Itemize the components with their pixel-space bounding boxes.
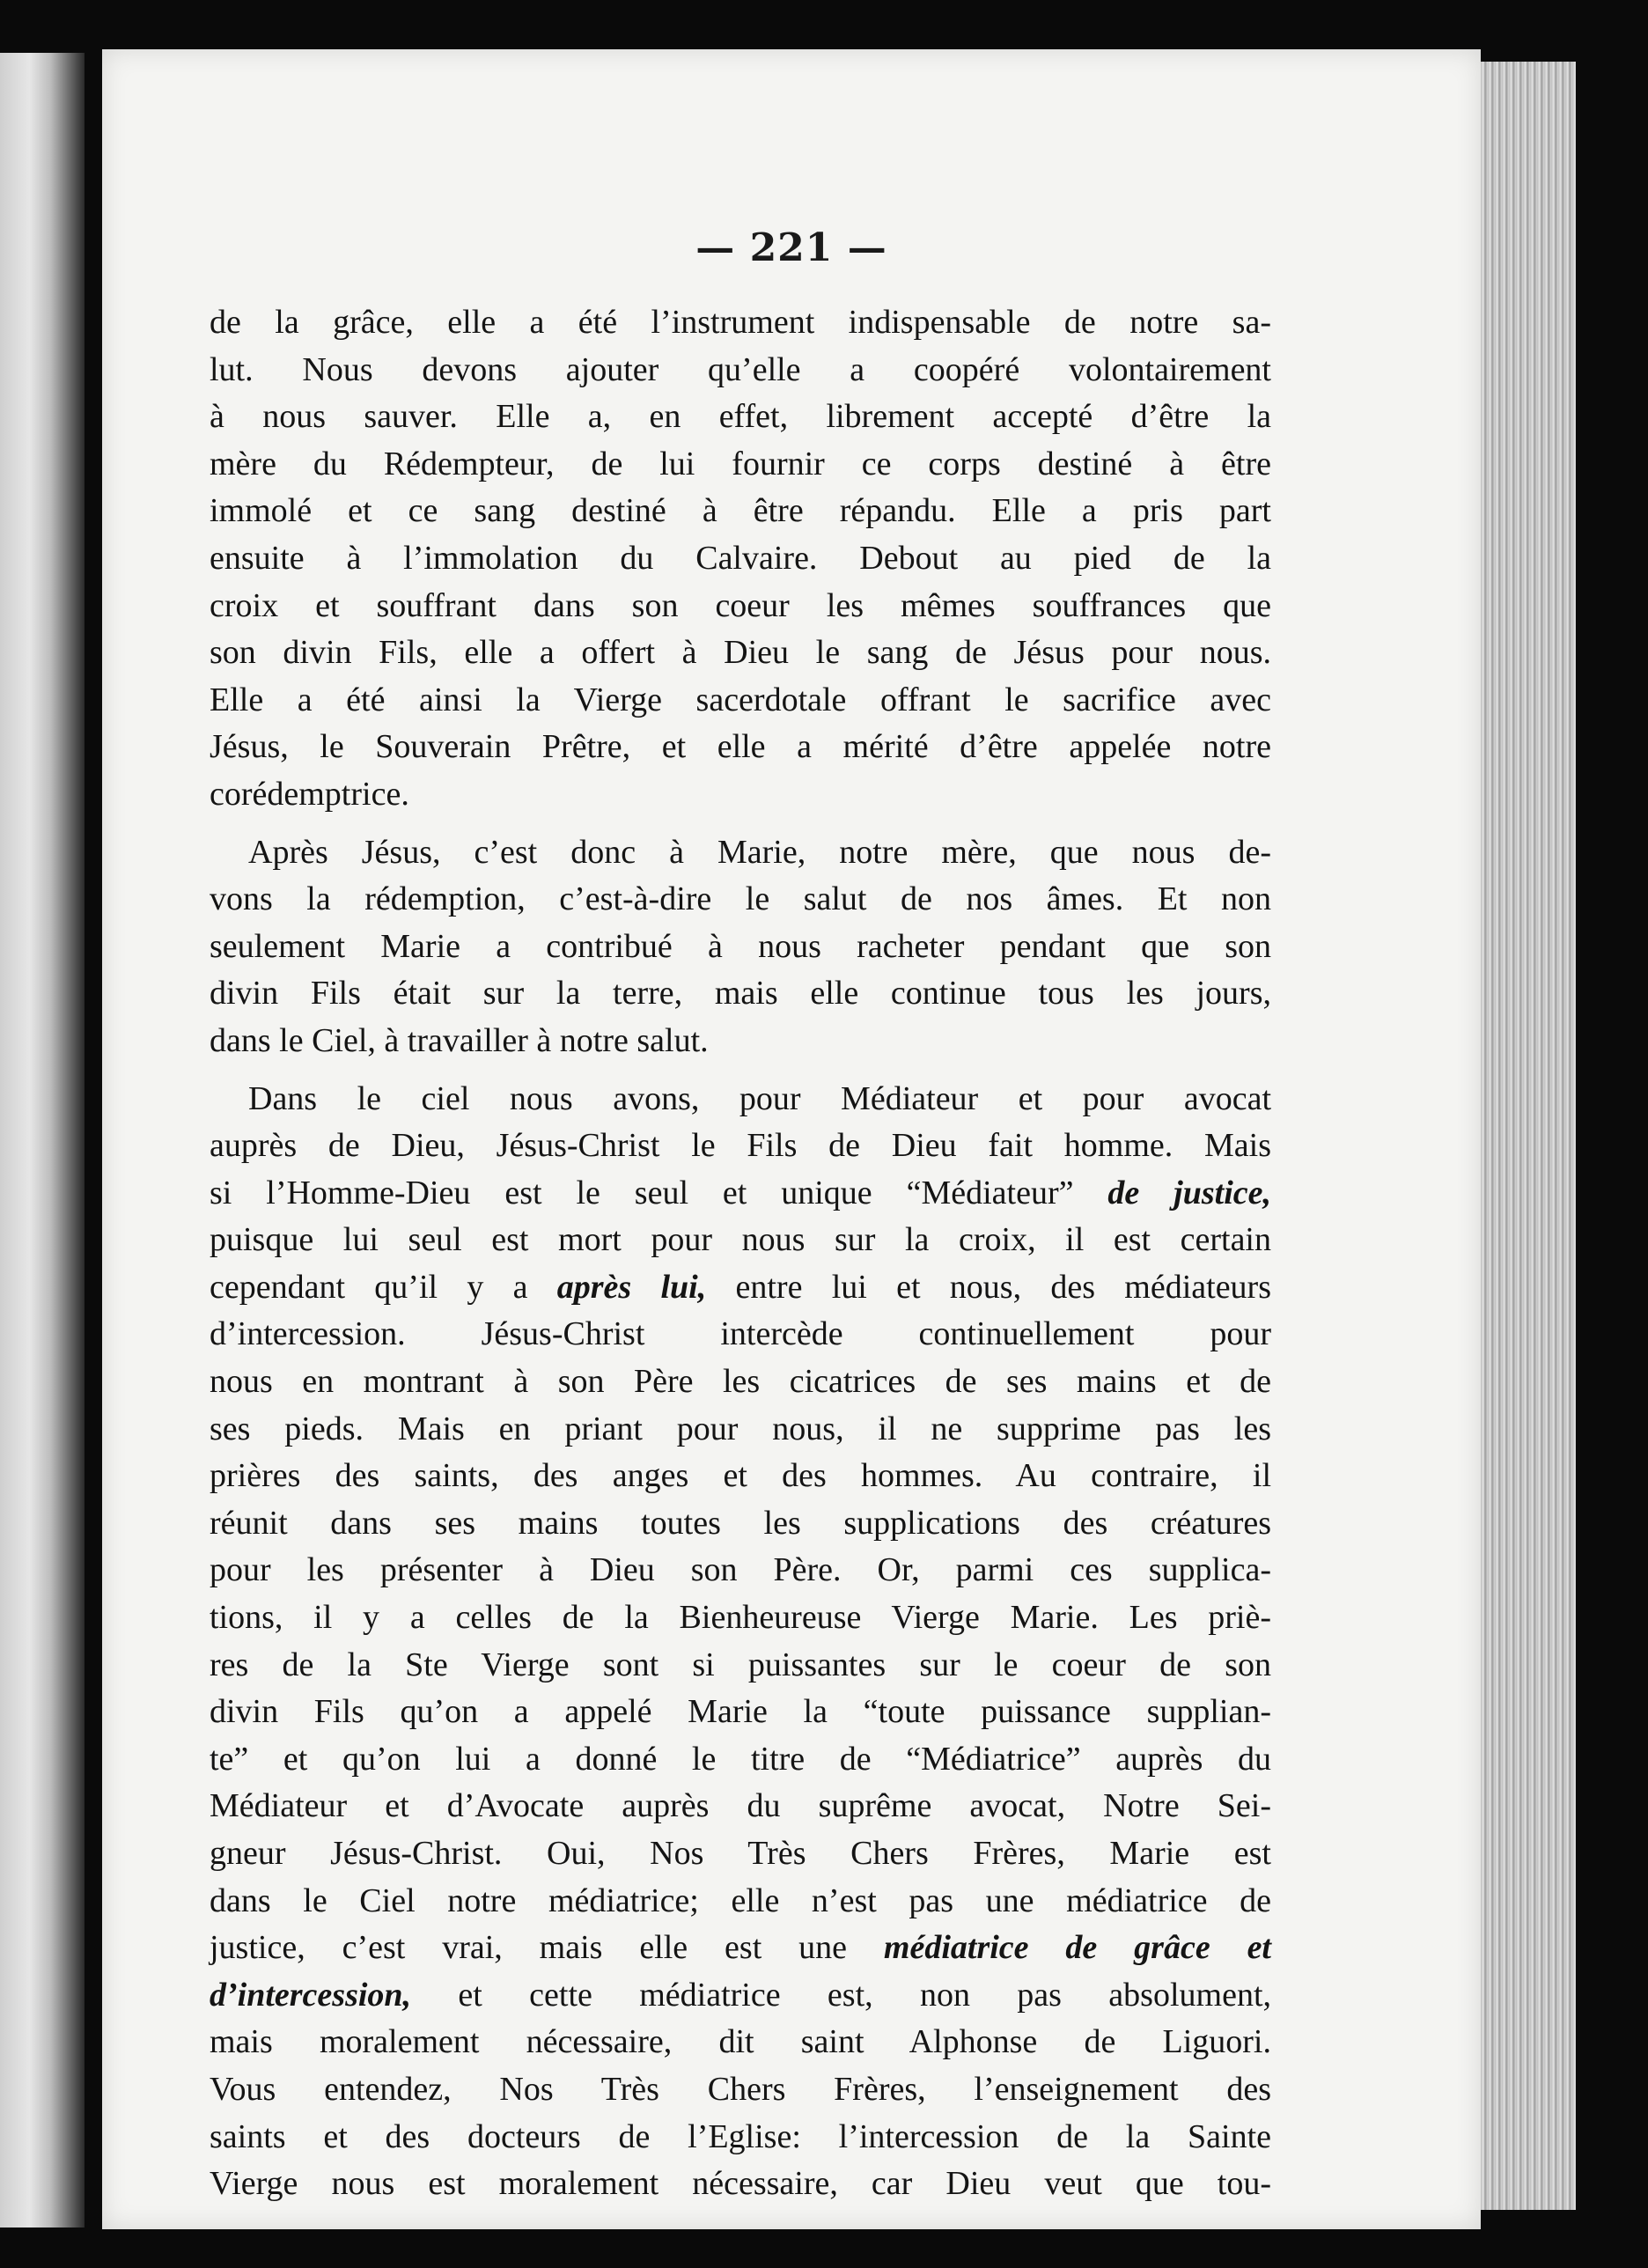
text-line: Elle a été ainsi la Vierge sacerdotale offrant le sacrifice avec (210, 681, 1271, 718)
text-line: tions, il y a celles de la Bienheureuse Vierge Marie. Les priè- (210, 1599, 1271, 1637)
text-line: saints et des docteurs de l’Eglise: l’intercession de la Sainte (210, 2117, 1271, 2155)
page-body (210, 299, 1271, 2208)
book-binding-edge (0, 53, 85, 2228)
text-line: dans le Ciel, à travailler à notre salut. (210, 1021, 709, 1059)
text-line (210, 1972, 1271, 2020)
text-line: corédemptrice. (210, 775, 409, 813)
italic-phrase: de justice, (1107, 1174, 1271, 1211)
text-line: seulement Marie a contribué à nous racheter pendant que son (210, 927, 1271, 965)
text-line: vons la rédemption, c’est-à-dire le salut de nos âmes. Et non (210, 880, 1271, 918)
text-line: res de la Ste Vierge sont si puissantes sur le coeur de son (210, 1646, 1271, 1683)
text-fragment: entre lui et nous, des médiateurs (706, 1268, 1272, 1306)
text-line: gneur Jésus-Christ. Oui, Nos Très Chers Frères, Marie est (210, 1835, 1271, 1872)
text-line: Médiateur et d’Avocate auprès du suprême avocat, Notre Sei- (210, 1787, 1271, 1825)
text-line: prières des saints, des anges et des hommes. Au contraire, il (210, 1457, 1271, 1495)
text-line: d’intercession. Jésus-Christ intercède continuellement pour (210, 1315, 1271, 1353)
page-number: — 221 — (695, 225, 887, 270)
text-line: mais moralement nécessaire, dit saint Alphonse de Liguori. (210, 2023, 1271, 2061)
text-line (210, 1264, 1271, 1312)
text-line: puisque lui seul est mort pour nous sur la croix, il est certain (210, 1221, 1271, 1259)
text-line: dans le Ciel notre médiatrice; elle n’est pas une médiatrice de (210, 1881, 1271, 1919)
text-line: lut. Nous devons ajouter qu’elle a coopéré volontairement (210, 350, 1271, 388)
text-line: pour les présenter à Dieu son Père. Or, parmi ces supplica- (210, 1551, 1271, 1589)
italic-phrase: après lui, (556, 1268, 707, 1306)
text-line (210, 1170, 1271, 1218)
text-line: ses pieds. Mais en priant pour nous, il ne supprime pas les (210, 1410, 1271, 1447)
text-line: croix et souffrant dans son coeur les mêmes souffrances que (210, 586, 1271, 624)
text-line: nous en montrant à son Père les cicatrices de ses mains et de (210, 1363, 1271, 1401)
text-line: mère du Rédempteur, de lui fournir ce corps destiné à être (210, 445, 1271, 482)
text-line: te” et qu’on lui a donné le titre de “Médiatrice” auprès du (210, 1740, 1271, 1778)
italic-phrase: médiatrice de grâce et (883, 1929, 1271, 1967)
text-line: de la grâce, elle a été l’instrument indispensable de notre sa- (210, 304, 1271, 341)
text-line: réunit dans ses mains toutes les supplications des créatures (210, 1504, 1271, 1542)
text-fragment: si l’Homme-Dieu est le seul et unique “Médiateur” (210, 1174, 1074, 1211)
italic-phrase: d’intercession, (210, 1976, 412, 2014)
text-fragment: justice, c’est vrai, mais elle est une (210, 1929, 848, 1967)
text-line: Jésus, le Souverain Prêtre, et elle a mérité d’être appelée notre (210, 728, 1271, 766)
text-line: immolé et ce sang destiné à être répandu. Elle a pris part (210, 492, 1271, 530)
text-line: à nous sauver. Elle a, en effet, librement accepté d’être la (210, 398, 1271, 436)
text-line: Après Jésus, c’est donc à Marie, notre mère, que nous de- (248, 833, 1271, 871)
text-fragment: et cette médiatrice est, non pas absolument, (411, 1976, 1271, 2014)
text-line: Dans le ciel nous avons, pour Médiateur et pour avocat (248, 1079, 1271, 1117)
text-line: auprès de Dieu, Jésus-Christ le Fils de Dieu fait homme. Mais (210, 1127, 1271, 1165)
text-line: ensuite à l’immolation du Calvaire. Debout au pied de la (210, 539, 1271, 577)
text-line: Vierge nous est moralement nécessaire, car Dieu veut que tou- (210, 2165, 1271, 2203)
text-fragment: cependant qu’il y a (210, 1268, 528, 1306)
text-line: Vous entendez, Nos Très Chers Frères, l’enseignement des (210, 2070, 1271, 2108)
text-line: divin Fils qu’on a appelé Marie la “toute puissance supplian- (210, 1693, 1271, 1731)
text-line (210, 1925, 1271, 1972)
text-line: divin Fils était sur la terre, mais elle continue tous les jours, (210, 975, 1271, 1012)
text-line: son divin Fils, elle a offert à Dieu le sang de Jésus pour nous. (210, 634, 1271, 672)
